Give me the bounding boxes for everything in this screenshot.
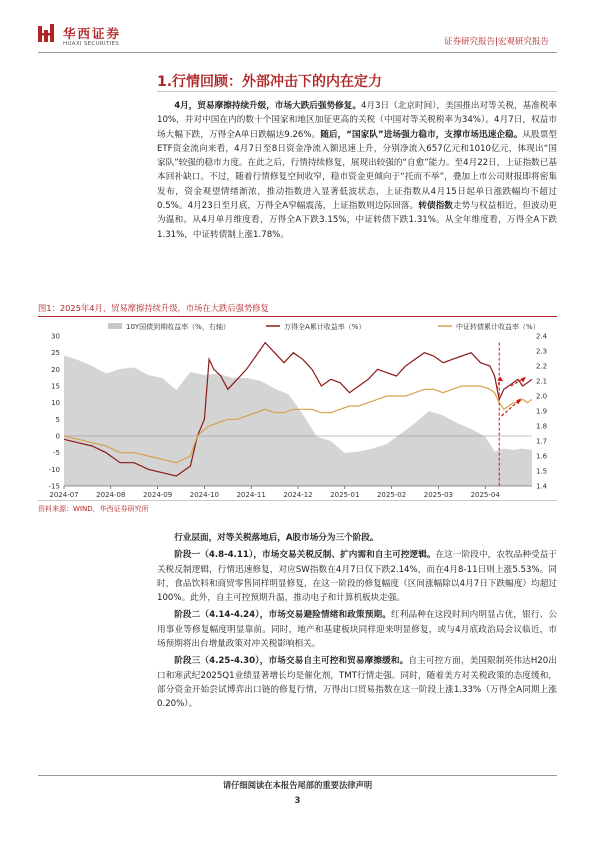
phase-3-text: 自主可控方面，美国限制英伟达H20出口和寒武纪2025Q1业绩显著增长均是催化剂，TMT行情走强。同时，随着美方对关税政策的态度缓和，部分资金开始尝试博弈出口链的修复行情，万得出口贸易指数在这一阶段上涨1.33%（万得全A同期上涨0.20%）。 (157, 656, 557, 710)
y-right-tick-label: 2.1 (536, 377, 548, 386)
phases-lead-text: 行业层面，对等关税落地后，A股市场分为三个阶段。 (174, 533, 379, 543)
y-right-tick-label: 1.5 (536, 467, 548, 476)
x-tick-label: 2024-08 (96, 491, 126, 499)
arrow-head (521, 377, 526, 383)
x-tick-label: 2024-10 (189, 491, 220, 499)
x-tick-label: 2025-02 (376, 491, 407, 499)
logo-english-text: HUAXI SECURITIES (63, 41, 120, 47)
y-left-tick-label: 10 (51, 399, 60, 408)
intro-text-3: 走势与权益相近，但波动更为温和。从4月单月维度看，万得全A下跌3.15%，中证转债下跌1.31%。从全年维度看，万得全A下跌1.31%，中证转债制上涨1.78%。 (157, 201, 557, 240)
y-right-tick-label: 2.3 (536, 347, 548, 356)
intro-bold-2: 随后，“国家队”进场强力稳市，支撑市场迅速企稳。 (320, 129, 523, 140)
intro-text-2: 从股票型ETF资金流向来看，4月7日至8日资金净流入额迅速上升，分别净流入657亿元和1010亿元，体现出“国家队”较强的稳市力度。在此之后，行情持续修复，展现出较强的“自愈”能力。至4月22日，上证指数已基本回补缺口。不过，随着行情修复空间收窄，稳市资金更倾向于“托而不举”，叠加上市公司财报即将密集发布，资金观望情绪渐浓，推动指数进入显著低波状态，上证指数从4月15日起单日涨跌幅均不超过0.5%。4月23日至月底，万得全A窄幅震荡，上证指数则边际回落。 (157, 129, 557, 212)
y-left-tick-label: -15 (48, 482, 60, 491)
y-left-tick-label: 5 (55, 415, 60, 424)
y-right-tick-label: 1.7 (536, 437, 548, 446)
figure-bottom-rule (38, 500, 557, 501)
intro-paragraph (157, 99, 557, 242)
y-right-tick-label: 1.9 (536, 407, 548, 416)
phase-2-bold: 阶段二（4.14-4.24），市场交易避险情绪和政策预期。 (174, 610, 391, 621)
legend-swatch (108, 323, 122, 329)
x-tick-label: 2024-07 (49, 491, 79, 499)
header-divider (38, 52, 557, 53)
legend-label: 10Y国债到期收益率（%，右轴） (126, 323, 230, 331)
page-number: 3 (294, 796, 301, 806)
y-right-tick-label: 2.0 (536, 392, 548, 401)
y-right-tick-label: 1.6 (536, 452, 548, 461)
phase-2-text: 红利品种在这段时间内明显占优，银行、公用事业等修复幅度明显靠前。同时，地产和基建板块同样迎来明显修复，或与4月底政治局会议临近，市场预期将出台增量政策对冲关税影响相关。 (157, 610, 557, 650)
phase-1-paragraph (157, 548, 557, 605)
intro-text-1: 4月3日（北京时间），美国推出对等关税，基准税率10%，并对中国在内的数十个国家和地区加征更高的关税（中国对等关税税率为34%）。4月7日，权益市场大幅下跌，万得全A单日跌幅达9.26%。 (157, 101, 558, 140)
y-right-tick-label: 1.8 (536, 422, 548, 431)
page-header (0, 0, 595, 58)
x-tick-label: 2025-04 (470, 491, 500, 499)
figure-top-rule (38, 316, 557, 317)
bond-yield-area (64, 356, 532, 487)
y-left-tick-label: 25 (51, 349, 60, 358)
y-left-tick-label: 30 (51, 332, 60, 341)
section-title: 1.行情回顾：外部冲击下的内在定力 (157, 74, 383, 90)
legend-label: 万得全A累计收益率（%） (284, 323, 366, 331)
footer-disclaimer: 请仔细阅读在本报告尾部的重要法律声明 (222, 780, 373, 790)
market-chart (38, 318, 557, 500)
y-right-tick-label: 1.4 (536, 482, 548, 491)
phase-3-bold: 阶段三（4.25-4.30），市场交易自主可控和贸易摩擦缓和。 (174, 656, 409, 667)
y-left-tick-label: -10 (48, 465, 60, 474)
huaxi-logo-icon (38, 24, 58, 44)
figure-title: 图1：2025年4月，贸易摩擦持续升级，市场在大跌后强势修复 (38, 303, 269, 313)
footer-divider (38, 775, 557, 776)
intro-paragraph-block (157, 99, 557, 242)
phases-block (157, 531, 557, 715)
y-left-tick-label: 15 (51, 382, 60, 391)
y-right-tick-label: 2.4 (536, 332, 548, 341)
phases-lead (157, 531, 557, 545)
phase-1-text: 在这一阶段中，农牧品种受益于关税反制逻辑，行情迅速修复，对应SW指数在4月7日仅下跌2.14%，而在4月8-11日则上涨5.53%。同时，食品饮料和商贸零售同样明显修复，在这一阶段的修复幅度（区间涨幅除以4月7日下跌幅度）均超过100%。此外，自主可控预期升温，推动电子和计算机板块走强。 (157, 550, 557, 604)
legend-label: 中证转债累计收益率（%） (456, 323, 540, 331)
x-tick-label: 2024-11 (236, 491, 266, 499)
phase-3-paragraph (157, 654, 557, 711)
intro-bold-1: 4月，贸易摩擦持续升级，市场大跌后强势修复。 (174, 101, 361, 111)
x-tick-label: 2025-03 (423, 491, 454, 499)
logo-text: 华西证券 (63, 26, 122, 41)
x-tick-label: 2024-09 (142, 491, 173, 499)
intro-bold-3: 转债指数 (418, 201, 453, 212)
figure-source: 资料来源：WIND，华西证券研究所 (38, 505, 149, 513)
phase-1-bold: 阶段一（4.8-4.11），市场交易关税反制、扩内需和自主可控逻辑。 (174, 550, 436, 561)
x-tick-label: 2024-12 (283, 491, 313, 499)
y-left-tick-label: 0 (55, 432, 60, 441)
y-left-tick-label: 20 (51, 365, 60, 374)
y-left-tick-label: -5 (53, 449, 60, 458)
report-type-label: 证券研究报告|宏观研究报告 (444, 37, 549, 47)
x-tick-label: 2025-01 (330, 491, 360, 499)
arrow-head (497, 376, 503, 381)
y-right-tick-label: 2.2 (536, 362, 548, 371)
title-divider (157, 91, 557, 92)
phase-2-paragraph (157, 608, 557, 651)
